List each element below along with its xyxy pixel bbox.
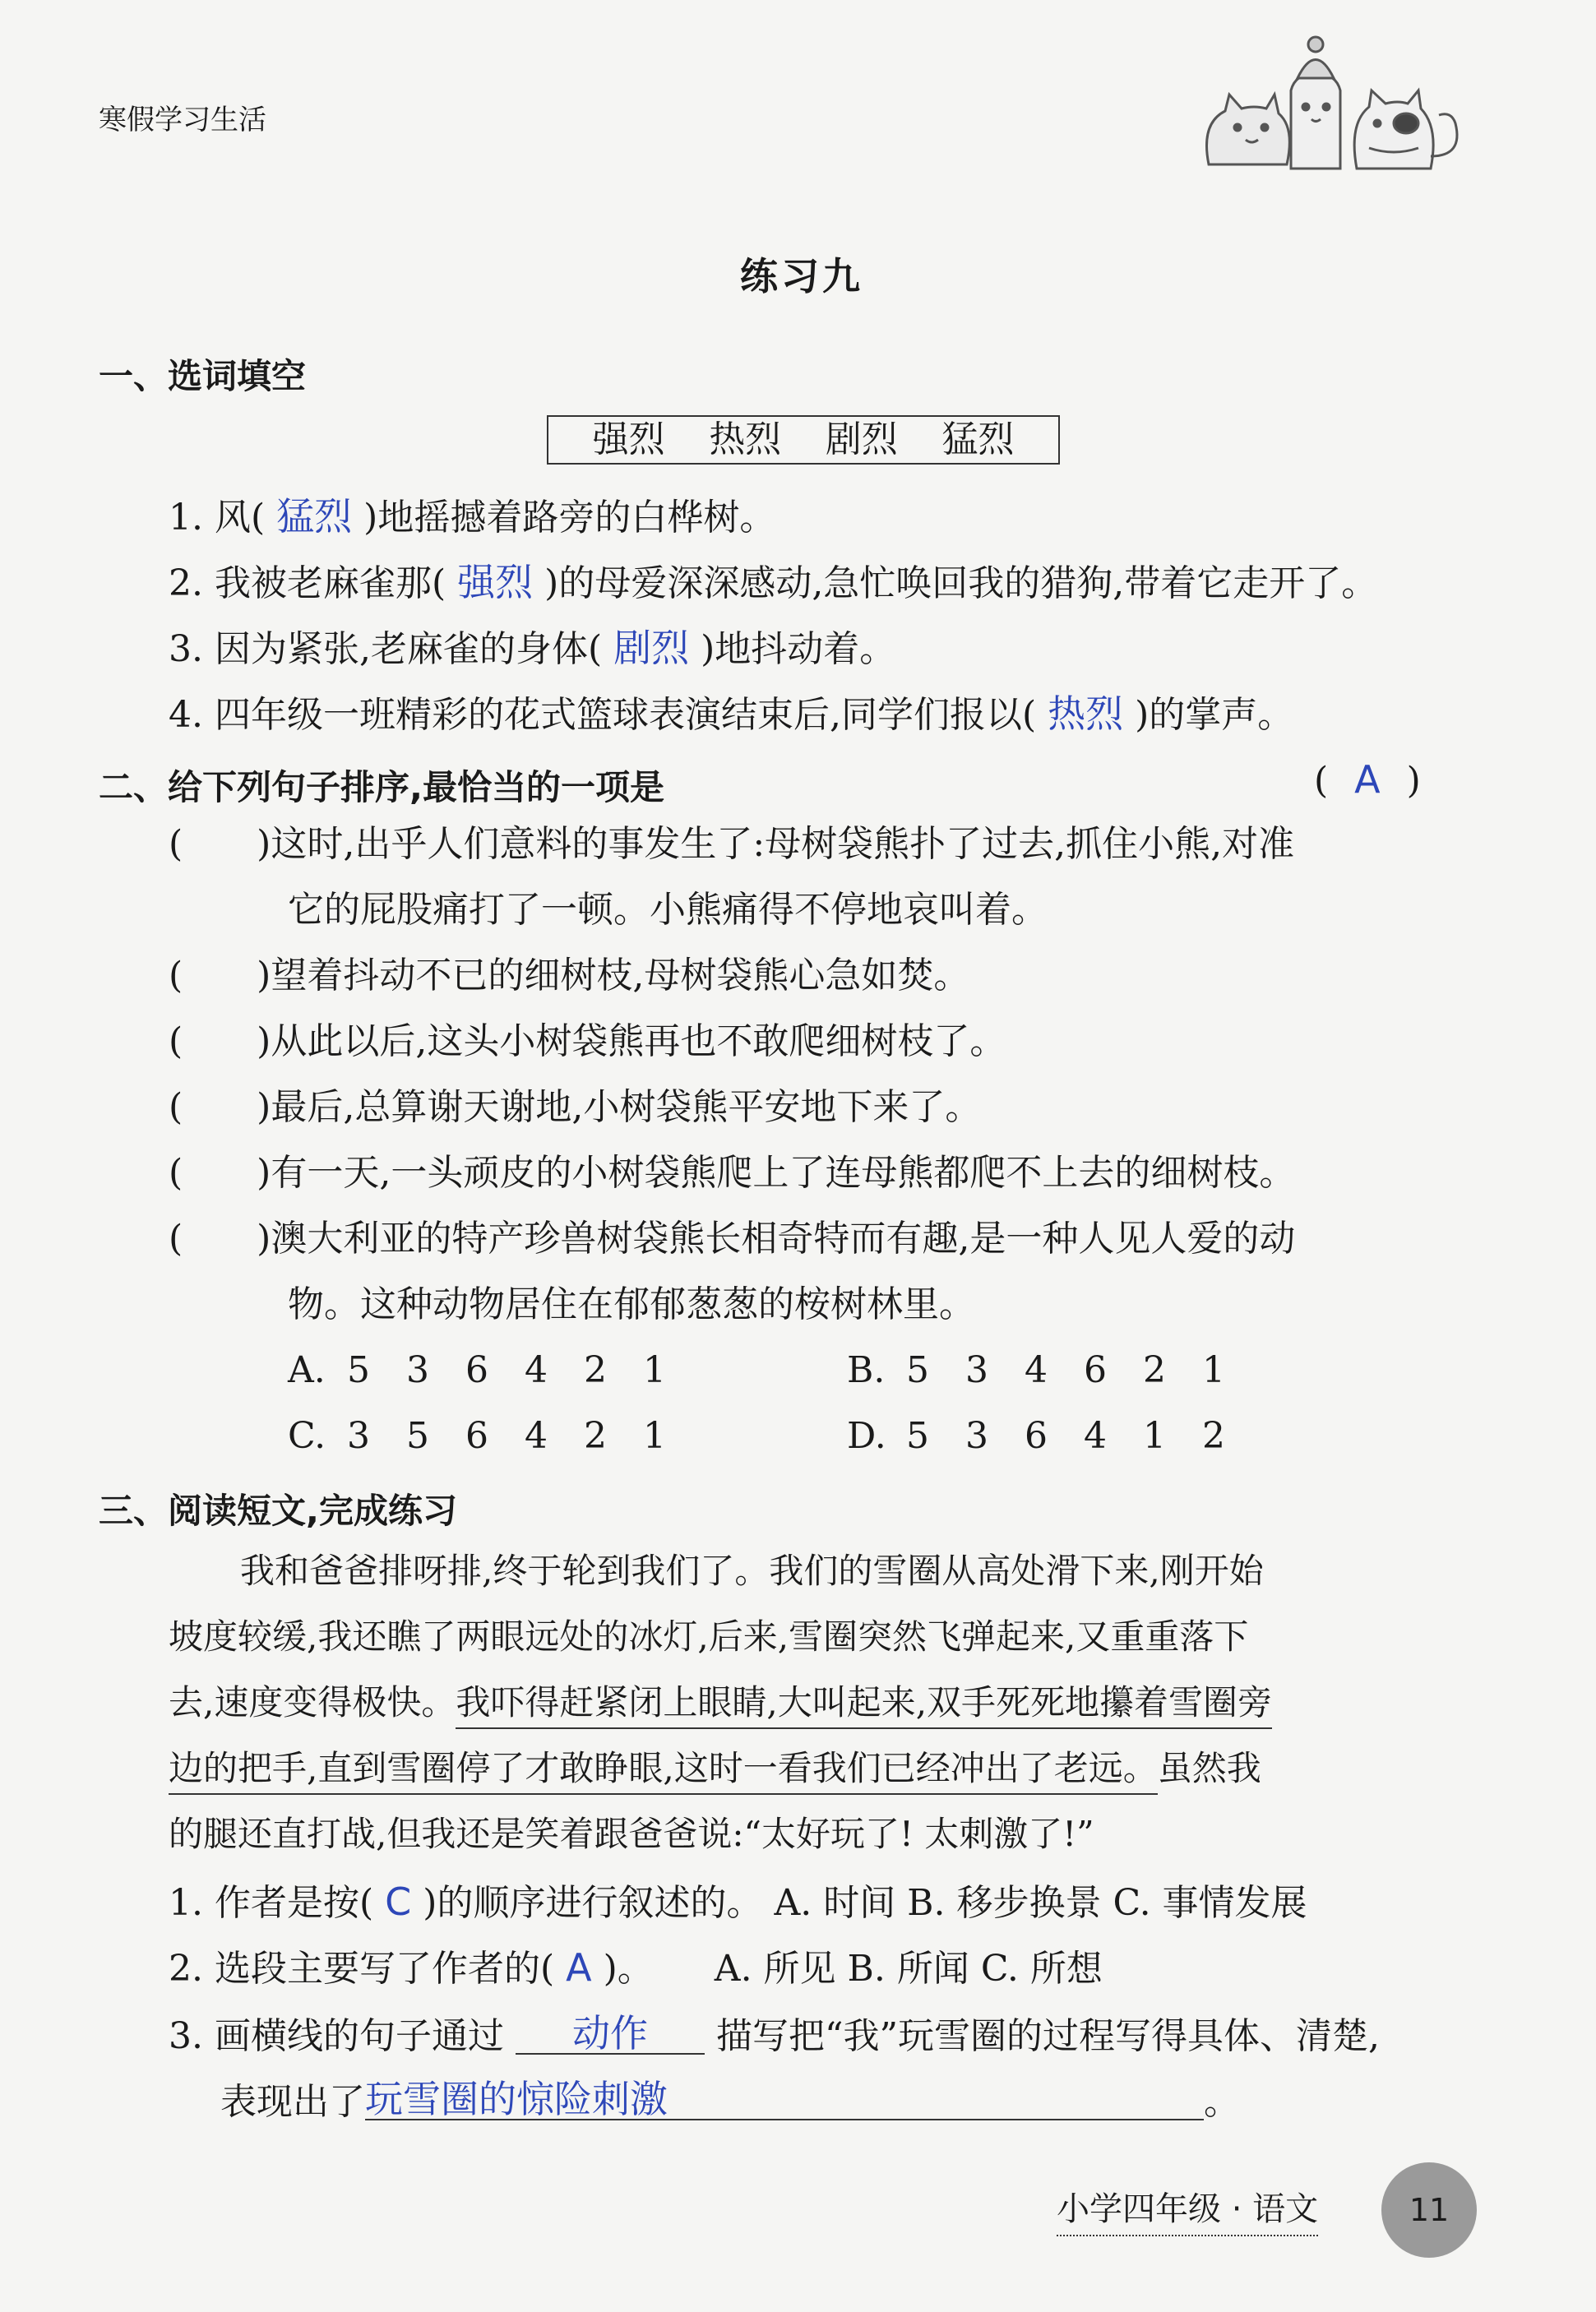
sentence-5: ( )有一天,一头顽皮的小树袋熊爬上了连母熊都爬不上去的细树枝。 bbox=[169, 1152, 1296, 1194]
underlined-sentence: 边的把手,直到雪圈停了才敢睁眼,这时一看我们已经冲出了老远。 bbox=[169, 1748, 1158, 1795]
option-c: C. 3 5 6 4 2 1 bbox=[288, 1415, 666, 1457]
handwritten-answer: C bbox=[385, 1880, 412, 1924]
section1-heading: 一、选词填空 bbox=[99, 356, 307, 396]
question-1: 1. 作者是按( C )的顺序进行叙述的。 A. 时间 B. 移步换景 C. 事情发展 bbox=[169, 1880, 1307, 1924]
question-3: 3. 画横线的句子通过 动作 描写把“我”玩雪圈的过程写得具体、清楚, bbox=[169, 2011, 1380, 2057]
sentence-3: ( )从此以后,这头小树袋熊再也不敢爬细树枝了。 bbox=[169, 1020, 1006, 1062]
sentence-1: ( )这时,出乎人们意料的事发生了:母树袋熊扑了过去,抓住小熊,对准 bbox=[169, 823, 1295, 865]
section3-heading: 三、阅读短文,完成练习 bbox=[99, 1491, 457, 1531]
word-option: 猛烈 bbox=[941, 418, 1015, 460]
word-option: 强烈 bbox=[592, 418, 665, 460]
word-box bbox=[547, 415, 1060, 465]
handwritten-answer: 强烈 bbox=[457, 560, 534, 604]
underlined-sentence: 我吓得赶紧闭上眼睛,大叫起来,双手死死地攥着雪圈旁 bbox=[456, 1682, 1272, 1729]
section2-answer: ( A ) bbox=[1314, 757, 1421, 802]
word-option: 剧烈 bbox=[825, 418, 898, 460]
word-option: 热烈 bbox=[709, 418, 782, 460]
handwritten-answer: 热烈 bbox=[1048, 691, 1124, 736]
sentence-4: ( )最后,总算谢天谢地,小树袋熊平安地下来了。 bbox=[169, 1086, 982, 1128]
s1-item-3: 3. 因为紧张,老麻雀的身体( 剧烈 )地抖动着。 bbox=[169, 626, 896, 670]
passage-line-4: 边的把手,直到雪圈停了才敢睁眼,这时一看我们已经冲出了老远。虽然我 bbox=[169, 1751, 1261, 1786]
cats-illustration bbox=[1192, 33, 1488, 181]
option-b: B. 5 3 4 6 2 1 bbox=[847, 1349, 1225, 1391]
option-a: A. 5 3 6 4 2 1 bbox=[288, 1349, 666, 1391]
handwritten-answer: 剧烈 bbox=[613, 626, 690, 670]
section2-heading: 二、给下列句子排序,最恰当的一项是 bbox=[99, 767, 664, 807]
s1-item-1: 1. 风( 猛烈 )地摇撼着路旁的白桦树。 bbox=[169, 494, 776, 539]
handwritten-answer: A bbox=[1354, 757, 1381, 802]
grade-subject: 小学四年级 · 语文 bbox=[1057, 2183, 1318, 2236]
passage-line-2: 坡度较缓,我还瞧了两眼远处的冰灯,后来,雪圈突然飞弹起来,又重重落下 bbox=[169, 1616, 1249, 1657]
page-number: 11 bbox=[1409, 2192, 1450, 2228]
handwritten-answer: 猛烈 bbox=[276, 494, 353, 539]
question-2: 2. 选段主要写了作者的( A )。 A. 所见 B. 所闻 C. 所想 bbox=[169, 1945, 1103, 1990]
answer-blank bbox=[516, 2011, 705, 2055]
passage-line-3: 去,速度变得极快。我吓得赶紧闭上眼睛,大叫起来,双手死死地攥着雪圈旁 bbox=[169, 1685, 1272, 1720]
handwritten-answer: 玩雪圈的惊险刺激 bbox=[365, 2077, 668, 2121]
sentence-6: ( )澳大利亚的特产珍兽树袋熊长相奇特而有趣,是一种人见人爱的动 bbox=[169, 1218, 1296, 1260]
passage-line-5: 的腿还直打战,但我还是笑着跟爸爸说:“太好玩了! 太刺激了!” bbox=[169, 1814, 1094, 1854]
page-number-badge bbox=[1381, 2162, 1477, 2258]
option-d: D. 5 3 6 4 1 2 bbox=[847, 1415, 1225, 1457]
sentence-6-cont: 物。这种动物居住在郁郁葱葱的桉树林里。 bbox=[288, 1283, 975, 1325]
s1-item-2: 2. 我被老麻雀那( 强烈 )的母爱深深感动,急忙唤回我的猎狗,带着它走开了。 bbox=[169, 560, 1378, 604]
s1-item-4: 4. 四年级一班精彩的花式篮球表演结束后,同学们报以( 热烈 )的掌声。 bbox=[169, 691, 1294, 736]
passage-line-1: 我和爸爸排呀排,终于轮到我们了。我们的雪圈从高处滑下来,刚开始 bbox=[240, 1551, 1264, 1591]
handwritten-answer: 动作 bbox=[571, 2011, 648, 2055]
book-title: 寒假学习生活 bbox=[99, 104, 266, 136]
sentence-2: ( )望着抖动不已的细树枝,母树袋熊心急如焚。 bbox=[169, 955, 970, 996]
answer-blank bbox=[365, 2077, 1204, 2121]
question-3-line-2: 表现出了玩雪圈的惊险刺激 。 bbox=[220, 2077, 1240, 2123]
sentence-1-cont: 它的屁股痛打了一顿。小熊痛得不停地哀叫着。 bbox=[288, 889, 1048, 931]
handwritten-answer: A bbox=[566, 1945, 592, 1990]
page-title: 练习九 bbox=[740, 254, 863, 298]
